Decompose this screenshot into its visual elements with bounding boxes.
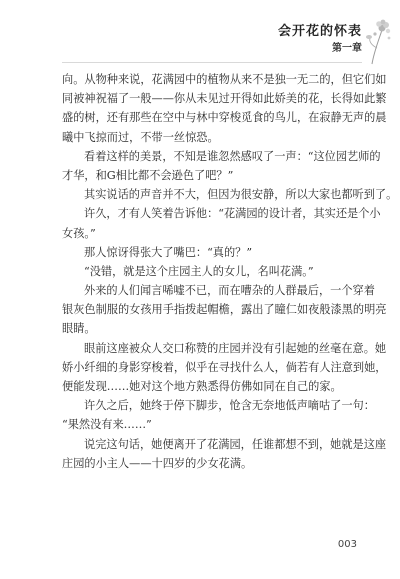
body-line: 娇小纤细的身影穿梭着，似乎在寻找什么人，倘若有人注意到她， bbox=[62, 360, 387, 374]
body-line: 女孩。” bbox=[62, 226, 96, 240]
body-line: 许久之后，她终于停下脚步，怆含无奈地低声嘀咕了一句： bbox=[84, 399, 375, 413]
body-text bbox=[62, 70, 398, 473]
body-line: 看着这样的美景，不知是谁忽然感叹了一声：“这位园艺师的 bbox=[84, 149, 381, 163]
chapter-label: 第一章 bbox=[332, 43, 362, 54]
flower-ornament-icon bbox=[360, 14, 394, 66]
body-line: 那人惊讶得张大了嘴巴：“真的？” bbox=[84, 245, 253, 259]
book-title: 会开花的怀表 bbox=[277, 24, 362, 39]
body-line: “果然没有来……” bbox=[62, 418, 152, 432]
body-line: 许久，才有人笑着告诉他：“花满园的设计者，其实还是个小 bbox=[84, 207, 381, 221]
body-line: “没错，就是这个庄园主人的女儿，名叫花满。” bbox=[84, 264, 314, 278]
body-line: 盛的树，还有那些在空中与林中穿梭觅食的鸟儿，在寂静无声的晨 bbox=[62, 111, 387, 125]
header-divider bbox=[62, 62, 362, 63]
body-line: 曦中飞掠而过，不带一丝惊恐。 bbox=[62, 130, 219, 144]
body-line: 向。从物种来说，花满园中的植物从来不是独一无二的，但它们如 bbox=[62, 73, 387, 86]
body-line: 银灰色制服的女孩用手指拨起帽檐，露出了瞳仁如夜般漆黑的明亮 bbox=[62, 303, 387, 317]
body-line: 说完这句话，她便离开了花满园，任谁都想不到，她就是这座 bbox=[84, 437, 387, 451]
body-line: 才华，和G相比都不会逊色了吧？” bbox=[62, 168, 234, 182]
body-line: 庄园的小主人——十四岁的少女花满。 bbox=[62, 456, 253, 470]
body-line: 眼前这座被众人交口称赞的庄园并没有引起她的丝毫在意。她 bbox=[84, 341, 387, 355]
body-line: 眼睛。 bbox=[62, 322, 96, 336]
running-header bbox=[278, 24, 362, 55]
body-line: 便能发现……她对这个地方熟悉得仿佛如同在自己的家。 bbox=[62, 380, 342, 393]
body-line: 其实说话的声音并不大，但因为很安静，所以大家也都听到了。 bbox=[84, 188, 398, 202]
body-line: 同被神祝福了一般——你从未见过开得如此娇美的花，长得如此繁 bbox=[62, 92, 387, 106]
body-line: 外来的人们闻言唏嘘不已，而在嘈杂的人群最后，一个穿着 bbox=[84, 284, 375, 298]
page-number: 003 bbox=[337, 539, 357, 550]
